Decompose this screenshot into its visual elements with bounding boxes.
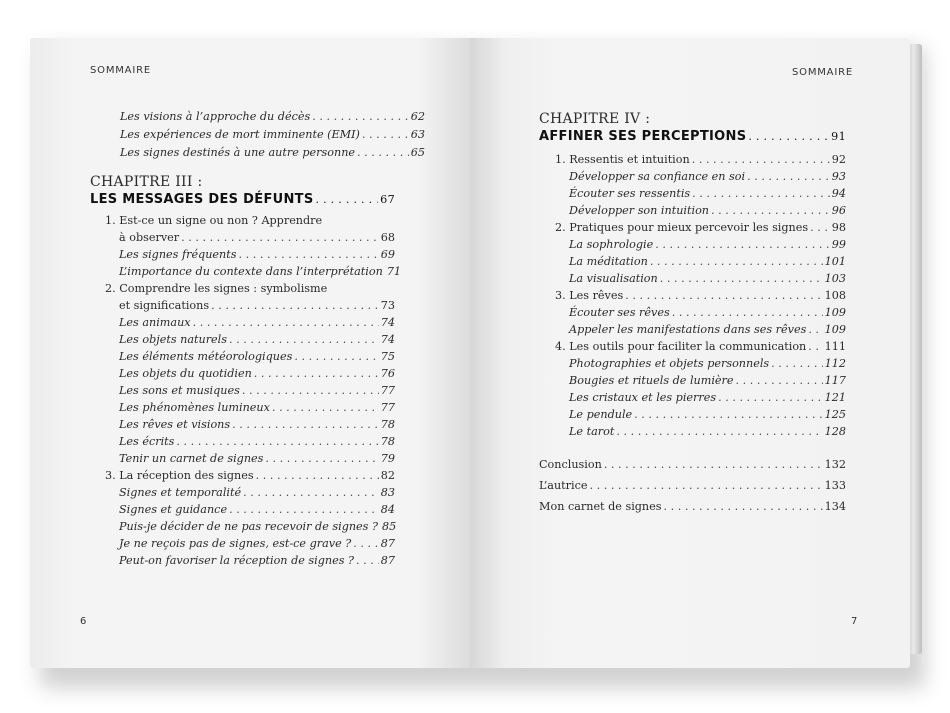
toc-entry: et significations . . . 73 <box>119 299 395 313</box>
toc-entry: Peut-on favoriser la réception de signes ? . . . 87 <box>119 554 395 568</box>
chapter-label: CHAPITRE III : <box>90 174 203 190</box>
toc-entry: 2. Pratiques pour mieux percevoir les signes . . . 98 <box>555 221 846 235</box>
toc-entry: L’importance du contexte dans l’interprétation 71 <box>119 265 402 278</box>
chapter-title: LES MESSAGES DES DÉFUNTS . . . 67 <box>90 192 395 207</box>
toc-entry: La visualisation . . . 103 <box>569 272 846 286</box>
toc-entry: Les expériences de mort imminente (EMI) . . . 63 <box>120 128 425 142</box>
toc-entry: Conclusion . . . 132 <box>539 458 846 472</box>
toc-entry: Signes et guidance . . . 84 <box>119 503 395 517</box>
toc-entry: Signes et temporalité . . . 83 <box>119 486 395 500</box>
page-number: 7 <box>851 616 858 627</box>
toc-entry: Les écrits . . . 78 <box>119 435 395 449</box>
toc-entry: Les signes fréquents . . . 69 <box>119 248 395 262</box>
toc-entry: Développer son intuition . . . 96 <box>569 204 846 218</box>
toc-entry: Les éléments météorologiques . . . 75 <box>119 350 395 364</box>
toc-entry: Appeler les manifestations dans ses rêves . . . 109 <box>569 323 846 337</box>
toc-entry: Développer sa confiance en soi . . . 93 <box>569 170 846 184</box>
running-head: SOMMAIRE <box>792 67 853 78</box>
toc-entry: à observer . . . 68 <box>119 231 395 245</box>
toc-entry: Le tarot . . . 128 <box>569 425 846 439</box>
toc-entry: 3. Les rêves . . . 108 <box>555 289 846 303</box>
toc-entry: Les signes destinés à une autre personne . . . 65 <box>120 146 425 160</box>
running-head: SOMMAIRE <box>90 65 151 76</box>
left-page <box>30 38 470 668</box>
toc-entry: Je ne reçois pas de signes, est-ce grave ? . . . 87 <box>119 537 395 551</box>
toc-entry: Les rêves et visions . . . 78 <box>119 418 395 432</box>
toc-entry: Tenir un carnet de signes . . . 79 <box>119 452 395 466</box>
chapter-label: CHAPITRE IV : <box>539 111 651 127</box>
toc-entry: Les cristaux et les pierres . . . 121 <box>569 391 846 405</box>
section-heading: 2. Comprendre les signes : symbolisme <box>105 282 328 295</box>
toc-entry: Les objets naturels . . . 74 <box>119 333 395 347</box>
toc-entry: Puis-je décider de ne pas recevoir de signes ? 85 <box>119 520 397 533</box>
section-heading: 1. Est-ce un signe ou non ? Apprendre <box>105 214 323 227</box>
toc-entry: Photographies et objets personnels . . . 112 <box>569 357 846 371</box>
toc-entry: Le pendule . . . 125 <box>569 408 846 422</box>
toc-entry: Les visions à l’approche du décès . . . 62 <box>120 110 425 124</box>
toc-entry: Bougies et rituels de lumière . . . 117 <box>569 374 846 388</box>
toc-entry: Écouter ses rêves . . . 109 <box>569 306 846 320</box>
toc-entry: L’autrice . . . 133 <box>539 479 846 493</box>
toc-entry: Mon carnet de signes . . . 134 <box>539 500 846 514</box>
page-number: 6 <box>80 616 87 627</box>
toc-entry: Les animaux . . . 74 <box>119 316 395 330</box>
page-edges <box>908 44 922 654</box>
toc-entry: Les phénomènes lumineux . . . 77 <box>119 401 395 415</box>
toc-entry: Écouter ses ressentis . . . 94 <box>569 187 846 201</box>
toc-entry: 1. Ressentis et intuition . . . 92 <box>555 153 846 167</box>
toc-entry: La sophrologie . . . 99 <box>569 238 846 252</box>
toc-entry: Les sons et musiques . . . 77 <box>119 384 395 398</box>
right-page <box>470 38 910 668</box>
toc-entry: 4. Les outils pour faciliter la communication . . . 111 <box>555 340 846 354</box>
toc-entry: La méditation . . . 101 <box>569 255 846 269</box>
chapter-title: AFFINER SES PERCEPTIONS . . . 91 <box>539 129 846 144</box>
toc-entry: 3. La réception des signes . . . 82 <box>105 469 395 483</box>
toc-entry: Les objets du quotidien . . . 76 <box>119 367 395 381</box>
